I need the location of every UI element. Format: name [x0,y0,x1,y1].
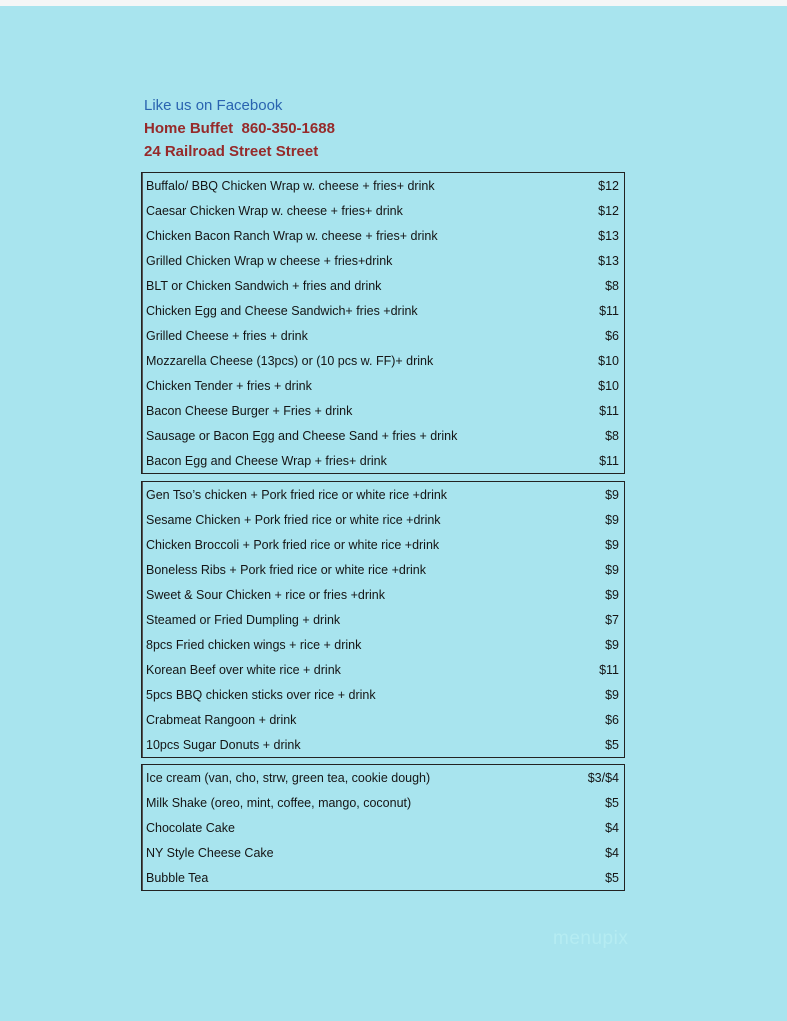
menu-item-name: Chicken Egg and Cheese Sandwich+ fries +drink [146,303,418,318]
menu-item-price: $9 [605,637,619,652]
menu-item-name: Grilled Chicken Wrap w cheese + fries+drink [146,253,393,268]
menu-item-price: $4 [605,845,619,860]
menu-item-row [142,482,624,507]
menu-item-row [142,765,624,790]
restaurant-address: 24 Railroad Street Street [144,143,319,160]
menu-item-name: Steamed or Fried Dumpling + drink [146,612,341,627]
menu-item-name: Bacon Cheese Burger + Fries + drink [146,403,353,418]
menu-item-price: $8 [605,428,619,443]
menu-item-price: $3/$4 [587,770,619,785]
header [144,94,335,163]
menu-item-name: 5pcs BBQ chicken sticks over rice + drink [146,687,376,702]
menu-item-name: Korean Beef over white rice + drink [146,662,341,677]
menu-item-row [142,273,624,298]
menu-item-name: Sweet & Sour Chicken + rice or fries +drink [146,587,385,602]
menu-section-combos [141,172,625,474]
menu-item-row [142,632,624,657]
menu-item-price: $7 [605,612,619,627]
menu-item-row [142,398,624,423]
menu-item-name: Boneless Ribs + Pork fried rice or white rice +drink [146,562,426,577]
menu-item-price: $9 [605,537,619,552]
menu-item-price: $10 [598,378,619,393]
menu-item-name: Gen Tso’s chicken + Pork fried rice or white rice +drink [146,487,448,502]
menu-item-name: Ice cream (van, cho, strw, green tea, cookie dough) [146,770,431,785]
menu-item-price: $5 [605,737,619,752]
menu-item-row [142,557,624,582]
menu-item-name: Chocolate Cake [146,820,235,835]
menu-item-price: $5 [605,795,619,810]
menu-item-name: 8pcs Fried chicken wings + rice + drink [146,637,362,652]
menu-item-price: $11 [599,303,619,318]
menu-item-row [142,607,624,632]
menu-item-price: $8 [605,278,619,293]
facebook-link[interactable]: Like us on Facebook [144,97,283,114]
menu-item-row [142,682,624,707]
menu-item-row [142,348,624,373]
menu-item-row [142,173,624,198]
menu-item-row [142,582,624,607]
menu-item-row [142,507,624,532]
menu-item-price: $12 [598,203,619,218]
watermark-logo: menupix [553,928,629,949]
menu-item-row [142,732,624,757]
menu-item-name: Mozzarella Cheese (13pcs) or (10 pcs w. FF)+ drink [146,353,434,368]
menu-item-row [142,532,624,557]
menu-item-row [142,248,624,273]
menu-item-name: 10pcs Sugar Donuts + drink [146,737,301,752]
menu-item-name: Chicken Tender + fries + drink [146,378,312,393]
menu-item-price: $9 [605,512,619,527]
menu-item-price: $9 [605,587,619,602]
menu-item-name: Bacon Egg and Cheese Wrap + fries+ drink [146,453,387,468]
menu-item-row [142,815,624,840]
menu-item-row [142,198,624,223]
menu-item-row [142,298,624,323]
menu-item-price: $11 [599,453,619,468]
menu-item-row [142,448,624,473]
menu-item-price: $9 [605,487,619,502]
menu-item-name: Caesar Chicken Wrap w. cheese + fries+ drink [146,203,403,218]
menu-item-name: Buffalo/ BBQ Chicken Wrap w. cheese + fries+ drink [146,178,435,193]
menu-item-price: $5 [605,870,619,885]
restaurant-name-phone: Home Buffet 860-350-1688 [144,120,335,137]
menu-item-price: $4 [605,820,619,835]
menu-item-row [142,423,624,448]
menu-item-row [142,707,624,732]
menu-item-price: $6 [605,328,619,343]
menu-item-row [142,865,624,890]
menu-item-row [142,657,624,682]
page-top-edge [0,0,787,6]
menu-item-name: BLT or Chicken Sandwich + fries and drink [146,278,382,293]
menu-item-name: NY Style Cheese Cake [146,845,274,860]
menu-item-name: Milk Shake (oreo, mint, coffee, mango, coconut) [146,795,412,810]
menu-item-price: $11 [599,403,619,418]
menu-item-price: $13 [598,228,619,243]
menu-item-name: Sesame Chicken + Pork fried rice or white rice +drink [146,512,441,527]
menu-item-price: $12 [598,178,619,193]
menu-item-name: Grilled Cheese + fries + drink [146,328,308,343]
menu-item-price: $9 [605,562,619,577]
menu-item-price: $10 [598,353,619,368]
menu-item-name: Chicken Broccoli + Pork fried rice or white rice +drink [146,537,440,552]
menu-item-price: $11 [599,662,619,677]
menu-item-row [142,223,624,248]
menu-section-chinese [141,481,625,758]
menu-item-price: $13 [598,253,619,268]
menu-item-name: Sausage or Bacon Egg and Cheese Sand + fries + drink [146,428,458,443]
menu-item-row [142,840,624,865]
menu-item-price: $9 [605,687,619,702]
menu-item-name: Crabmeat Rangoon + drink [146,712,297,727]
menu-section-desserts [141,764,625,891]
menu-item-name: Chicken Bacon Ranch Wrap w. cheese + fries+ drink [146,228,438,243]
menu-item-price: $6 [605,712,619,727]
menu-item-row [142,373,624,398]
menu-item-row [142,323,624,348]
menu-item-name: Bubble Tea [146,870,209,885]
menu-item-row [142,790,624,815]
